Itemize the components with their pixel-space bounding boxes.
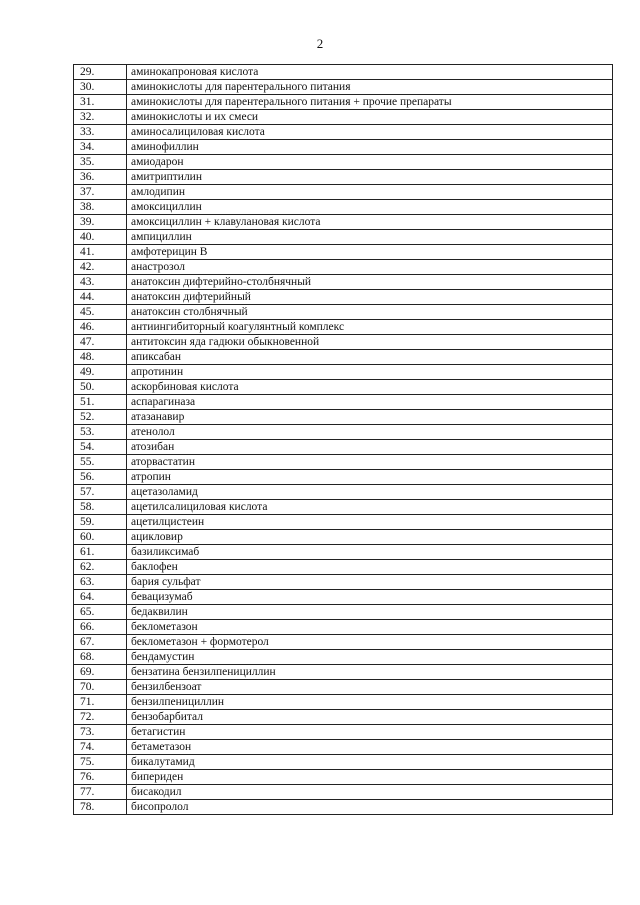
table-row [74, 695, 613, 710]
row-number: 35. [74, 155, 127, 170]
row-number: 38. [74, 200, 127, 215]
row-number: 55. [74, 455, 127, 470]
drug-name: бария сульфат [127, 575, 613, 590]
row-number: 77. [74, 785, 127, 800]
drug-name: анатоксин столбнячный [127, 305, 613, 320]
row-number: 67. [74, 635, 127, 650]
drug-name: аскорбиновая кислота [127, 380, 613, 395]
row-number: 58. [74, 500, 127, 515]
table-row [74, 350, 613, 365]
table-row [74, 125, 613, 140]
table-row [74, 95, 613, 110]
table-row [74, 440, 613, 455]
drug-name: аминосалициловая кислота [127, 125, 613, 140]
table-row [74, 725, 613, 740]
row-number: 78. [74, 800, 127, 815]
row-number: 48. [74, 350, 127, 365]
row-number: 32. [74, 110, 127, 125]
table-row [74, 485, 613, 500]
drug-name: апротинин [127, 365, 613, 380]
page-number: 2 [316, 36, 324, 51]
table-row [74, 545, 613, 560]
drug-name: антитоксин яда гадюки обыкновенной [127, 335, 613, 350]
table-row [74, 650, 613, 665]
drug-name: атозибан [127, 440, 613, 455]
drug-name: амиодарон [127, 155, 613, 170]
table-row [74, 785, 613, 800]
drug-name: бензобарбитал [127, 710, 613, 725]
table-row [74, 140, 613, 155]
table-row [74, 80, 613, 95]
table-row [74, 365, 613, 380]
row-number: 56. [74, 470, 127, 485]
table-row [74, 215, 613, 230]
table-row [74, 290, 613, 305]
drug-name: атропин [127, 470, 613, 485]
table-row [74, 740, 613, 755]
table-row [74, 590, 613, 605]
table-row [74, 455, 613, 470]
table-row [74, 230, 613, 245]
drug-name: ацетазоламид [127, 485, 613, 500]
row-number: 71. [74, 695, 127, 710]
table-row [74, 605, 613, 620]
drug-name: аспарагиназа [127, 395, 613, 410]
row-number: 33. [74, 125, 127, 140]
table-row [74, 155, 613, 170]
row-number: 30. [74, 80, 127, 95]
table-row [74, 260, 613, 275]
table-row [74, 560, 613, 575]
drug-name: аминокислоты для парентерального питания + прочие препараты [127, 95, 613, 110]
drug-name: атазанавир [127, 410, 613, 425]
drug-name: антиингибиторный коагулянтный комплекс [127, 320, 613, 335]
table-row [74, 500, 613, 515]
row-number: 66. [74, 620, 127, 635]
drug-name: базиликсимаб [127, 545, 613, 560]
drug-name: амоксициллин + клавулановая кислота [127, 215, 613, 230]
drug-name: бетаметазон [127, 740, 613, 755]
row-number: 75. [74, 755, 127, 770]
table-row [74, 380, 613, 395]
row-number: 41. [74, 245, 127, 260]
table-row [74, 320, 613, 335]
row-number: 49. [74, 365, 127, 380]
drug-name: бедаквилин [127, 605, 613, 620]
drug-name: анастрозол [127, 260, 613, 275]
drug-name: аминокислоты и их смеси [127, 110, 613, 125]
row-number: 54. [74, 440, 127, 455]
row-number: 73. [74, 725, 127, 740]
row-number: 40. [74, 230, 127, 245]
table-row [74, 530, 613, 545]
drug-name: аминофиллин [127, 140, 613, 155]
row-number: 74. [74, 740, 127, 755]
drug-name: ацикловир [127, 530, 613, 545]
row-number: 72. [74, 710, 127, 725]
row-number: 53. [74, 425, 127, 440]
drug-name: баклофен [127, 560, 613, 575]
drug-name: бендамустин [127, 650, 613, 665]
table-row [74, 755, 613, 770]
row-number: 29. [74, 65, 127, 80]
table-row [74, 410, 613, 425]
row-number: 50. [74, 380, 127, 395]
drug-name: амлодипин [127, 185, 613, 200]
table-row [74, 770, 613, 785]
drug-name: бензилпенициллин [127, 695, 613, 710]
drug-name: аторвастатин [127, 455, 613, 470]
drug-name: бисопролол [127, 800, 613, 815]
drug-name: аминокапроновая кислота [127, 65, 613, 80]
row-number: 52. [74, 410, 127, 425]
drug-name: ампициллин [127, 230, 613, 245]
table-row [74, 635, 613, 650]
table-row [74, 170, 613, 185]
row-number: 43. [74, 275, 127, 290]
drug-name: бензилбензоат [127, 680, 613, 695]
row-number: 42. [74, 260, 127, 275]
table-row [74, 665, 613, 680]
drug-name: апиксабан [127, 350, 613, 365]
row-number: 44. [74, 290, 127, 305]
row-number: 60. [74, 530, 127, 545]
drug-name: беклометазон [127, 620, 613, 635]
drug-name: аминокислоты для парентерального питания [127, 80, 613, 95]
row-number: 65. [74, 605, 127, 620]
row-number: 45. [74, 305, 127, 320]
drug-name: атенолол [127, 425, 613, 440]
row-number: 59. [74, 515, 127, 530]
table-row [74, 425, 613, 440]
drug-name: бетагистин [127, 725, 613, 740]
table-row [74, 65, 613, 80]
table-row [74, 800, 613, 815]
row-number: 70. [74, 680, 127, 695]
row-number: 46. [74, 320, 127, 335]
row-number: 64. [74, 590, 127, 605]
row-number: 51. [74, 395, 127, 410]
row-number: 68. [74, 650, 127, 665]
drug-name: анатоксин дифтерийно-столбнячный [127, 275, 613, 290]
row-number: 34. [74, 140, 127, 155]
table-row [74, 710, 613, 725]
drug-name: бензатина бензилпенициллин [127, 665, 613, 680]
table-row [74, 200, 613, 215]
table-row [74, 515, 613, 530]
table-row [74, 275, 613, 290]
table-row [74, 110, 613, 125]
drug-name: бевацизумаб [127, 590, 613, 605]
table-row [74, 680, 613, 695]
drug-name: бипериден [127, 770, 613, 785]
drug-name: амитриптилин [127, 170, 613, 185]
row-number: 31. [74, 95, 127, 110]
row-number: 62. [74, 560, 127, 575]
drug-name: бисакодил [127, 785, 613, 800]
drug-name: ацетилцистеин [127, 515, 613, 530]
table-row [74, 575, 613, 590]
row-number: 63. [74, 575, 127, 590]
row-number: 37. [74, 185, 127, 200]
drug-name: амоксициллин [127, 200, 613, 215]
drug-name: амфотерицин В [127, 245, 613, 260]
table-row [74, 470, 613, 485]
table-row [74, 335, 613, 350]
table-row [74, 185, 613, 200]
drug-name: ацетилсалициловая кислота [127, 500, 613, 515]
drug-name: бикалутамид [127, 755, 613, 770]
table-row [74, 245, 613, 260]
row-number: 36. [74, 170, 127, 185]
row-number: 76. [74, 770, 127, 785]
drug-name: анатоксин дифтерийный [127, 290, 613, 305]
row-number: 61. [74, 545, 127, 560]
row-number: 57. [74, 485, 127, 500]
drug-name: беклометазон + формотерол [127, 635, 613, 650]
row-number: 47. [74, 335, 127, 350]
table-row [74, 395, 613, 410]
table-row [74, 620, 613, 635]
row-number: 39. [74, 215, 127, 230]
drug-list-table [73, 64, 613, 815]
table-row [74, 305, 613, 320]
row-number: 69. [74, 665, 127, 680]
drug-list-body [74, 65, 613, 815]
